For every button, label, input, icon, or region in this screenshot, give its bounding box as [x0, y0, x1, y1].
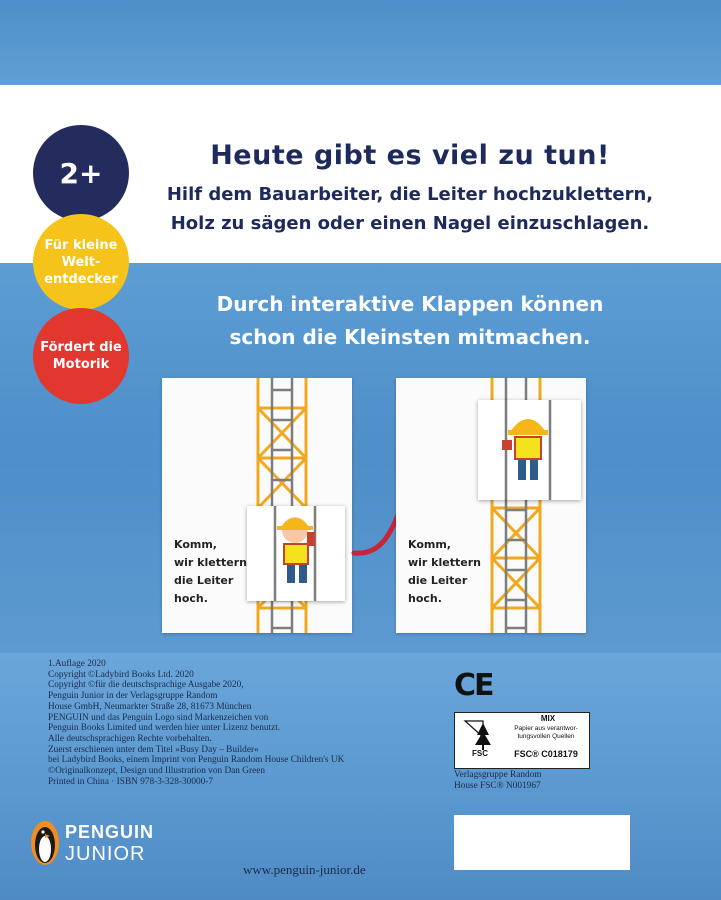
motor-badge-line: Fördert die: [40, 340, 122, 355]
imprint-line: Penguin Junior in der Verlagsgruppe Random: [48, 691, 218, 702]
publisher-fsc-text: [454, 770, 542, 792]
fsc-desc-line: tungsvollen Quellen: [517, 733, 575, 740]
fsc-desc-line: Papier aus verantwor-: [514, 725, 578, 732]
publisher-line: House FSC® N001967: [454, 781, 541, 791]
website-link[interactable]: www.penguin-junior.de: [243, 862, 366, 877]
imprint-line: Penguin Books Limited und werden hier unter Lizenz benutzt.: [48, 723, 281, 734]
fsc-label: FSC: [472, 749, 488, 758]
interactive-flaps-text: [140, 288, 680, 354]
penguin-logo-icon: [30, 820, 60, 866]
age-badge: [33, 125, 129, 221]
explorer-badge-line: Für kleine: [44, 237, 118, 253]
explorer-badge: [33, 214, 129, 310]
headline: Heute gibt es viel zu tun!: [210, 140, 610, 171]
imprint-line: Copyright ©für die deutschsprachige Ausgabe 2020,: [48, 680, 244, 691]
flap-builder-bottom[interactable]: [247, 506, 345, 601]
panel-text-line: die Leiter: [174, 574, 234, 587]
publisher-line: Verlagsgruppe Random: [454, 770, 542, 780]
fsc-code: FSC® C018179: [514, 749, 578, 759]
middle-text-line: Durch interaktive Klappen können: [216, 292, 604, 316]
age-badge-label: 2+: [59, 156, 103, 190]
builder-figure: [478, 400, 581, 500]
middle-text-line: schon die Kleinsten mitmachen.: [229, 325, 591, 349]
imprint-line: Alle deutschsprachigen Rechte vorbehalten.: [48, 733, 212, 744]
imprint-line: Printed in China · ISBN 978-3-328-30000-7: [48, 776, 214, 787]
ce-mark: CE: [454, 668, 493, 703]
panel-text-line: wir klettern: [174, 556, 247, 569]
panel-text-line: die Leiter: [408, 574, 468, 587]
imprint-line: Zuerst erschienen unter dem Titel »Busy Day – Builder«: [48, 744, 259, 755]
subtext: [140, 180, 680, 238]
imprint-line: House GmbH, Neumarkter Straße 28, 81673 München: [48, 701, 252, 712]
panel-text-line: hoch.: [408, 592, 442, 605]
panel-right-text: [408, 536, 488, 608]
barcode-area: [454, 815, 630, 870]
imprint-text: [48, 659, 378, 787]
panel-left-text: [174, 536, 254, 608]
imprint-line: Copyright ©Ladybird Books Ltd. 2020: [48, 669, 194, 680]
top-blue-band: [0, 0, 721, 85]
imprint-line: 1.Auflage 2020: [48, 659, 106, 669]
motor-badge-line: Motorik: [52, 357, 110, 372]
subtext-line: Holz zu sägen oder einen Nagel einzuschlagen.: [170, 213, 650, 234]
flap-builder-top[interactable]: [478, 400, 581, 500]
brand-penguin: PENGUIN: [65, 822, 155, 842]
illustration-panel-closed: [162, 378, 352, 633]
imprint-line: ©Originalkonzept, Design und Illustration von Dan Green: [48, 766, 265, 777]
builder-figure: [247, 506, 345, 601]
motor-skills-badge: [33, 308, 129, 404]
panel-text-line: wir klettern: [408, 556, 481, 569]
imprint-line: PENGUIN und das Penguin Logo sind Markenzeichen von: [48, 712, 269, 723]
explorer-badge-line: entdecker: [44, 271, 118, 287]
panel-text-line: Komm,: [174, 538, 217, 551]
illustration-panel-open: [396, 378, 586, 633]
explorer-badge-line: Welt-: [61, 254, 101, 270]
panel-text-line: Komm,: [408, 538, 451, 551]
fsc-mix: MIX: [540, 714, 556, 723]
brand-junior: JUNIOR: [65, 843, 146, 865]
panel-text-line: hoch.: [174, 592, 208, 605]
subtext-line: Hilf dem Bauarbeiter, die Leiter hochzuklettern,: [166, 184, 654, 205]
imprint-line: bei Ladybird Books, einem Imprint von Penguin Random House Children's UK: [48, 755, 345, 766]
fsc-description: [506, 725, 586, 741]
